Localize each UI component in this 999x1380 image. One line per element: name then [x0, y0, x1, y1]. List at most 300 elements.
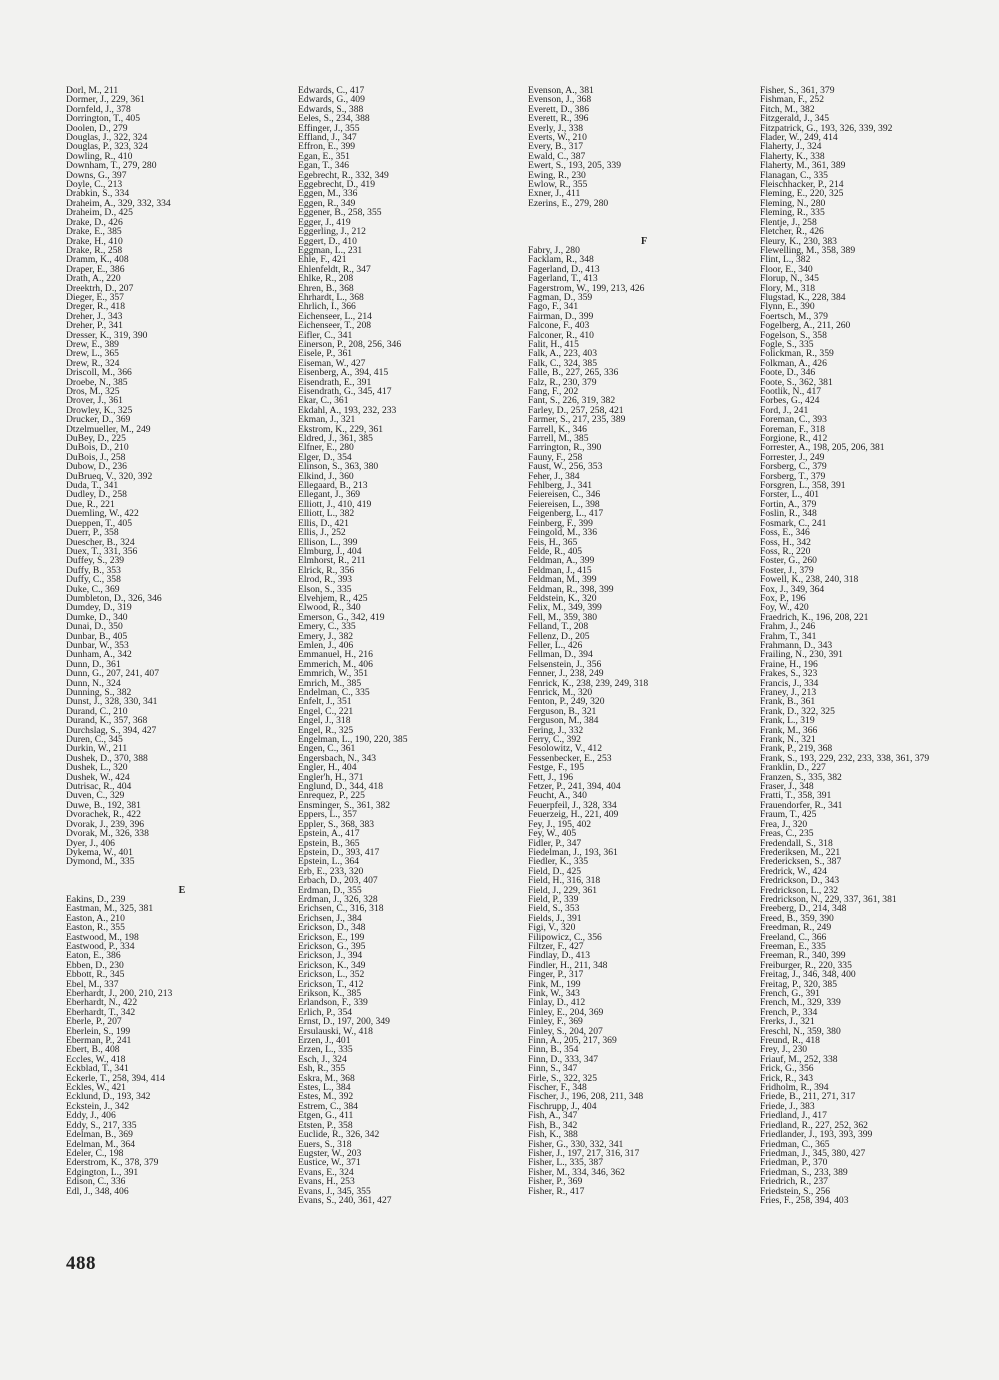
index-entry: Fisher, S., 361, 379: [760, 85, 835, 96]
index-entry: Fitzpatrick, G., 193, 326, 339, 392: [760, 122, 893, 134]
index-entry: Felsenstein, J., 356: [528, 658, 602, 670]
index-entry: Everts, W., 210: [528, 132, 587, 144]
index-entry: Elliott, L., 382: [298, 508, 355, 520]
index-entry: Duwe, B., 192, 381: [66, 799, 141, 811]
index-entry: Erickson, D., 348: [298, 922, 366, 934]
index-entry: Eifler, C., 341: [298, 329, 353, 341]
index-entry: Drake, R., 258: [66, 244, 123, 256]
index-entry: Drew, R., 324: [66, 357, 120, 369]
index-entry: Flaherty, J., 324: [760, 141, 822, 153]
index-entry: Fortin, A., 379: [760, 498, 817, 510]
index-entry: Ensminger, S., 361, 382: [298, 799, 391, 811]
index-entry: Epstein, B., 365: [298, 837, 360, 849]
index-entry: Flory, M., 318: [760, 282, 816, 294]
index-entry: Erickson, T., 412: [298, 978, 364, 990]
index-entry: Faust, W., 256, 353: [528, 461, 603, 473]
index-entry: Elwood, R., 340: [298, 602, 361, 614]
index-entry: Field, J., 229, 361: [528, 884, 598, 896]
index-entry: Fogle, S., 335: [760, 338, 814, 350]
index-entry: Friedrich, R., 237: [760, 1176, 828, 1188]
index-entry: Eustice, W., 371: [298, 1157, 361, 1169]
index-entry: Fang, F., 202: [528, 386, 579, 397]
index-entry: Emmrich, W., 351: [298, 668, 369, 680]
index-entry: Frea, J., 320: [760, 818, 808, 830]
index-entry: Engler'h, H., 371: [298, 771, 364, 783]
index-entry: Fraum, T., 425: [760, 809, 817, 821]
index-entry: Fagerland, T., 413: [528, 273, 598, 285]
index-entry: Erichsen, C., 316, 318: [298, 903, 384, 915]
index-entry: Dtzelmueller, M., 249: [66, 423, 151, 435]
index-entry: Flanagan, C., 335: [760, 169, 828, 181]
index-entry: Emrich, M., 385: [298, 677, 362, 689]
index-entry: Erlich, P., 354: [298, 1006, 353, 1018]
index-entry: Eddy, S., 217, 335: [66, 1119, 137, 1131]
index-entry: Feldman, J., 415: [528, 564, 592, 576]
index-entry: Ellegant, J., 369: [298, 489, 361, 501]
index-entry: Ekar, C., 361: [298, 395, 349, 407]
index-entry: Farley, D., 257, 258, 421: [528, 404, 624, 416]
index-entry: Eisele, P., 361: [298, 348, 353, 360]
index-entry: Fields, J., 391: [528, 912, 582, 924]
index-entry: Findler, H., 211, 348: [528, 959, 608, 971]
index-entry: Eberman, P., 241: [66, 1035, 132, 1047]
index-entry: Fidler, P., 347: [528, 837, 582, 849]
index-entry: Endelman, C., 335: [298, 687, 370, 698]
index-entry: Fisher, M., 334, 346, 362: [528, 1166, 625, 1178]
index-entry: Fredrickson, D., 343: [760, 875, 840, 887]
index-entry: Duffy, B., 353: [66, 564, 121, 576]
index-entry: Egger, J., 419: [298, 216, 351, 228]
index-entry: Finn, B., 354: [528, 1044, 579, 1056]
index-entry: Frank, B., 361: [760, 696, 816, 708]
spacer: [528, 218, 760, 227]
index-entry: Fago, F., 341: [528, 301, 579, 313]
index-entry: Erickson, J., 394: [298, 950, 363, 962]
index-entry: Frerks, J., 321: [760, 1016, 815, 1028]
index-entry: Flint, L., 382: [760, 254, 811, 266]
index-entry: Dunai, D., 350: [66, 621, 123, 633]
index-entry: Floor, E., 340: [760, 263, 813, 275]
index-entry: Dyer, J., 406: [66, 837, 115, 849]
index-entry: Frahm, J., 246: [760, 621, 816, 633]
index-entry: Folkman, A., 426: [760, 357, 827, 369]
index-entry: Ewing, R., 230: [528, 169, 586, 181]
spacer: [528, 208, 760, 217]
index-entry: Fischer, F., 348: [528, 1082, 587, 1094]
index-entry: Exner, J., 411: [528, 188, 581, 200]
index-entry: Frey, J., 230: [760, 1044, 808, 1056]
index-entry: Emmerich, M., 406: [298, 658, 373, 670]
index-entry: Francis, J., 334: [760, 677, 819, 689]
index-entry: Fenrick, K., 238, 239, 249, 318: [528, 677, 649, 689]
index-entry: Farrell, M., 385: [528, 433, 589, 445]
index-entry: Fleischhacker, P., 214: [760, 179, 844, 191]
index-entry: Friedland, J., 417: [760, 1110, 827, 1122]
index-entry: Everett, R., 396: [528, 113, 589, 125]
index-entry: Flugstad, K., 228, 384: [760, 291, 846, 303]
index-entry: Fox, J., 349, 364: [760, 583, 825, 595]
index-entry: Eastwood, M., 198: [66, 931, 139, 943]
index-entry: Dunn, G., 207, 241, 407: [66, 668, 160, 680]
index-entry: Effron, E., 399: [298, 141, 356, 153]
index-entry: Durchslag, S., 394, 427: [66, 724, 157, 736]
index-entry: Epstein, L., 364: [298, 856, 360, 868]
index-entry: Fitch, M., 382: [760, 103, 815, 115]
index-entry: Estrem, C., 384: [298, 1100, 358, 1112]
index-entry: Dushek, W., 424: [66, 771, 130, 783]
index-entry: Fiedler, K., 335: [528, 856, 589, 868]
index-entry: Ederstrom, K., 378, 379: [66, 1157, 159, 1169]
index-entry: Friedman, J., 345, 380, 427: [760, 1147, 866, 1159]
index-entry: Farmer, S., 217, 235, 389: [528, 414, 626, 426]
index-entry: Englund, D., 344, 418: [298, 781, 384, 793]
index-entry: Fey, W., 405: [528, 828, 577, 840]
index-entry: Forster, L., 401: [760, 489, 820, 501]
index-entry: Field, P., 339: [528, 893, 579, 905]
index-entry: Findlay, D., 413: [528, 950, 591, 962]
index-entry: Fleming, N., 280: [760, 197, 826, 209]
index-entry: Euclide, R., 326, 342: [298, 1129, 380, 1141]
index-entry: Feiereisen, C., 346: [528, 489, 601, 501]
index-entry: French, G., 391: [760, 988, 820, 999]
index-entry: Fant, S., 226, 319, 382: [528, 395, 616, 407]
index-entry: Durand, C., 210: [66, 705, 128, 717]
index-entry: Friede, J., 383: [760, 1100, 815, 1112]
index-entry: Elliott, J., 410, 419: [298, 498, 372, 510]
index-entry: Freed, B., 359, 390: [760, 912, 834, 924]
index-entry: Draheim, A., 329, 332, 334: [66, 197, 171, 209]
index-entry: Durkin, W., 211: [66, 743, 128, 755]
index-entry: Egan, E., 351: [298, 150, 350, 162]
index-entry: Finn, D., 333, 347: [528, 1053, 599, 1065]
index-entry: Falit, H., 415: [528, 338, 579, 350]
index-entry: Duffy, C., 358: [66, 574, 121, 586]
index-entry: Erbach, D., 203, 407: [298, 875, 378, 887]
index-entry: Everly, J., 338: [528, 122, 584, 134]
index-entry: Duven, C., 329: [66, 790, 125, 802]
index-entry: Fogelson, S., 358: [760, 329, 827, 341]
index-entry: Flentje, J., 258: [760, 216, 817, 228]
index-entry: Eccles, W., 418: [66, 1053, 126, 1065]
index-entry: Fredrickson, L., 232: [760, 884, 839, 896]
index-entry: Freeman, E., 335: [760, 940, 826, 952]
index-entry: Erlandson, F., 339: [298, 997, 368, 1009]
index-entry: Fink, M., 199: [528, 978, 581, 990]
index-entry: Friedman, C., 365: [760, 1138, 830, 1150]
index-entry: Elinson, S., 363, 380: [298, 461, 379, 473]
index-entry: Fesolowitz, V., 412: [528, 743, 603, 755]
index-entry: Eastwood, P., 334: [66, 940, 135, 952]
index-entry: Ernst, D., 197, 200, 349: [298, 1016, 390, 1028]
index-entry: Fellman, D., 394: [528, 649, 593, 661]
index-entry: Footlik, N., 417: [760, 386, 822, 397]
index-entry: Drabkin, S., 334: [66, 188, 130, 200]
index-entry: Fisher, R., 417: [528, 1185, 585, 1197]
index-entry: Dormer, J., 229, 361: [66, 94, 145, 106]
index-entry: Eakins, D., 239: [66, 893, 126, 905]
index-entry: Fleming, R., 335: [760, 207, 825, 219]
index-entry: Downs, G., 397: [66, 169, 127, 181]
index-entry: Erichsen, J., 384: [298, 912, 362, 924]
index-entry: Friede, B., 211, 271, 317: [760, 1091, 856, 1103]
index-entry: Fredendall, S., 318: [760, 837, 833, 849]
index-entry: Feldstein, K., 320: [528, 592, 597, 604]
index-entry: Friedland, R., 227, 252, 362: [760, 1119, 868, 1131]
index-entry: Etsten, P., 358: [298, 1119, 353, 1131]
section-letter-heading: E: [178, 884, 186, 896]
index-entry: Ford, J., 241: [760, 404, 809, 416]
index-entry: Enfelt, J., 351: [298, 696, 352, 708]
index-entry: Fell, M., 359, 380: [528, 611, 598, 623]
index-entry: Foreman, C., 393: [760, 414, 827, 426]
index-entry: Dushek, L., 320: [66, 762, 128, 774]
index-entry: Eckblad, T., 341: [66, 1063, 129, 1075]
index-entry: Eggen, M., 336: [298, 188, 358, 200]
index-entry: Fisher, J., 197, 217, 316, 317: [528, 1147, 640, 1159]
index-entry: Frauendorfer, R., 341: [760, 799, 843, 811]
index-entry: Erb, E., 233, 320: [298, 865, 364, 877]
index-entry: Feuerzeig, H., 221, 409: [528, 809, 619, 821]
index-entry: Eberhardt, J., 200, 210, 213: [66, 988, 173, 999]
index-entry: Fischrupp, J., 404: [528, 1100, 597, 1112]
index-entry: Friedstein, S., 256: [760, 1185, 831, 1197]
index-entry: Eisendrath, G., 345, 417: [298, 386, 392, 397]
index-entry: Fischer, J., 196, 208, 211, 348: [528, 1091, 644, 1103]
index-entry: Duke, C., 369: [66, 583, 120, 595]
index-entry: Emerson, G., 342, 419: [298, 611, 385, 623]
index-entry: Elkind, J., 360: [298, 470, 354, 482]
index-entry: Freschl, N., 359, 380: [760, 1025, 841, 1037]
index-entry: Foster, J., 379: [760, 564, 814, 576]
index-entry: Draheim, D., 425: [66, 207, 133, 219]
index-entry: Emery, J., 382: [298, 630, 354, 642]
index-entry: Ellis, D., 421: [298, 517, 349, 529]
index-entry: Elson, S., 335: [298, 583, 352, 595]
index-entry: Field, H., 316, 318: [528, 875, 601, 887]
section-letter-heading: F: [640, 235, 648, 247]
index-entry: Duerr, P., 358: [66, 527, 119, 539]
index-entry: Douglas, J., 322, 324: [66, 132, 148, 144]
index-entry: Fish, B., 342: [528, 1119, 578, 1131]
index-entry: Fredrick, W., 424: [760, 865, 827, 877]
index-entry: Forgione, R., 412: [760, 433, 828, 445]
index-entry: Evenson, J., 368: [528, 94, 592, 106]
index-entry: Due, R., 221: [66, 498, 115, 510]
index-entry: Foss, R., 220: [760, 545, 811, 557]
index-entry: Finlay, D., 412: [528, 997, 586, 1009]
index-entry: Felland, T., 208: [528, 621, 589, 633]
index-entry: Dudley, D., 258: [66, 489, 127, 501]
index-entry: Drover, J., 361: [66, 395, 123, 407]
index-entry: Foslin, R., 348: [760, 508, 817, 520]
index-entry: Farrell, K., 346: [528, 423, 587, 435]
index-entry: Feldman, M., 399: [528, 574, 597, 586]
index-entry: DuBois, J., 258: [66, 451, 126, 463]
index-entry: Forrester, J., 249: [760, 451, 825, 463]
index-entry: Falconer, R., 410: [528, 329, 594, 341]
index-entry: Engel, J., 318: [298, 715, 351, 727]
index-entry: Dramm, K., 408: [66, 254, 129, 266]
index-entry: Fiedelman, J., 193, 361: [528, 846, 618, 858]
index-entry: Dumdey, D., 319: [66, 602, 132, 614]
index-entry: Elfner, E., 280: [298, 442, 354, 454]
index-entry: Flynn, E., 390: [760, 301, 815, 313]
index-entry: Drew, L., 365: [66, 348, 119, 360]
index-entry: Edwards, S., 388: [298, 103, 364, 115]
index-entry: Easton, R., 355: [66, 922, 125, 934]
index-entry: Florup, N., 345: [760, 273, 819, 285]
index-entry: Edgington, L., 391: [66, 1166, 139, 1178]
index-entry: Elrod, R., 393: [298, 574, 353, 586]
index-entry: Ewert, S., 193, 205, 339: [528, 160, 622, 172]
index-entry: Eugster, W., 203: [298, 1147, 362, 1159]
index-entry: Freitag, P., 320, 385: [760, 978, 838, 990]
index-entry: Esh, R., 355: [298, 1063, 346, 1075]
index-entry: Franzen, S., 335, 382: [760, 771, 842, 783]
index-entry: Figi, V., 320: [528, 922, 576, 934]
index-entry: Drowley, K., 325: [66, 404, 133, 416]
index-entry: Feldman, A., 399: [528, 555, 595, 567]
index-entry: Eeles, S., 234, 388: [298, 113, 370, 125]
index-entry: Dunn, D., 361: [66, 658, 121, 670]
index-entry: Egebrecht, R., 332, 349: [298, 169, 389, 181]
index-entry: Friedman, P., 370: [760, 1157, 828, 1169]
index-entry: Foote, S., 362, 381: [760, 376, 833, 388]
index-entry: Eggen, R., 349: [298, 197, 356, 209]
index-entry: Ellegaard, B., 213: [298, 480, 368, 492]
index-entry: Ersulauski, W., 418: [298, 1025, 373, 1037]
index-entry: Firle, S., 322, 325: [528, 1072, 598, 1084]
index-entry: Fratti, T., 358, 391: [760, 790, 832, 802]
index-entry: Eggebrecht, D., 419: [298, 179, 375, 191]
index-entry: Fredericksen, S., 387: [760, 856, 842, 868]
index-entry: Elvehjem, R., 425: [298, 592, 368, 604]
index-entry: Feis, H., 365: [528, 536, 578, 548]
index-entry: Freedman, R., 249: [760, 922, 832, 934]
index-entry: Doyle, C., 213: [66, 179, 123, 191]
index-entry: Fellenz, D., 205: [528, 630, 590, 642]
index-entry: Ebert, B., 408: [66, 1044, 120, 1056]
index-entry: Emery, C., 335: [298, 621, 356, 633]
index-entry: Freas, C., 235: [760, 828, 814, 840]
index-entry: Freeberg, D., 214, 348: [760, 903, 847, 915]
index-entry: Engelman, L., 190, 220, 385: [298, 734, 408, 746]
index-entry: Filipowicz, C., 356: [528, 931, 602, 943]
index-entry: Dumke, D., 340: [66, 611, 128, 623]
index-entry: Frick, G., 356: [760, 1063, 814, 1075]
index-entry: Erdman, J., 326, 328: [298, 893, 378, 905]
index-entry: Freeland, C., 366: [760, 931, 827, 943]
index-entry: Easton, A., 210: [66, 912, 125, 924]
index-entry: Finley, S., 204, 207: [528, 1025, 603, 1037]
index-entry: Dunn, N., 324: [66, 677, 121, 689]
index-entry: Fishman, F., 252: [760, 94, 824, 106]
index-entry: Etgen, G., 411: [298, 1110, 354, 1122]
index-entry: Drucker, D., 369: [66, 414, 131, 426]
index-entry: Dykema, W., 401: [66, 846, 133, 858]
index-entry: Falk, A., 223, 403: [528, 348, 598, 360]
index-entry: Engel, R., 325: [298, 724, 354, 736]
index-entry: Fish, A., 347: [528, 1110, 578, 1122]
index-entry: Freitag, J., 346, 348, 400: [760, 969, 856, 981]
index-entry: Fletcher, R., 426: [760, 226, 824, 238]
index-entry: Draper, E., 386: [66, 263, 125, 275]
index-entry: Evans, E., 324: [298, 1166, 354, 1178]
index-entry: Feher, J., 384: [528, 470, 580, 482]
index-entry: Engel, C., 221: [298, 705, 354, 717]
index-entry: Dvorak, J., 239, 396: [66, 818, 145, 830]
index-entry: Fraine, H., 196: [760, 658, 818, 670]
index-entry: Droebe, N., 385: [66, 376, 128, 388]
index-entry: Dueppen, T., 405: [66, 517, 132, 529]
index-entry: Ebel, M., 337: [66, 978, 119, 990]
index-entry: Evans, J., 345, 355: [298, 1185, 371, 1197]
index-entry: Euers, S., 318: [298, 1138, 352, 1150]
index-entry: Evans, H., 253: [298, 1176, 355, 1188]
index-entry: Duda, T., 341: [66, 480, 119, 492]
index-entry: Fabry, J., 280: [528, 244, 580, 256]
index-entry: Fox, P., 196: [760, 592, 806, 604]
index-entry: Eichenseer, T., 208: [298, 320, 372, 332]
index-entry: Edl, J., 348, 406: [66, 1185, 129, 1197]
index-column-2: [298, 86, 530, 1205]
index-entry: Ekstrom, K., 229, 361: [298, 423, 384, 435]
index-column-1: [66, 86, 298, 1196]
index-entry: Ezerins, E., 279, 280: [528, 197, 609, 209]
index-entry: Frank, L., 319: [760, 715, 815, 727]
index-entry: Feucht, A., 340: [528, 790, 587, 802]
index-entry: Falz, R., 230, 379: [528, 376, 597, 388]
index-entry: Feldman, R., 398, 399: [528, 583, 614, 595]
index-entry: Fenner, J., 238, 249: [528, 668, 604, 680]
index-entry: Fosmark, C., 241: [760, 517, 827, 529]
index-entry: Fries, F., 258, 394, 403: [760, 1194, 849, 1206]
index-entry: Dvorachek, R., 422: [66, 809, 141, 821]
index-entry: Fett, J., 196: [528, 771, 574, 783]
index-entry: Erikson, K., 385: [298, 988, 362, 999]
index-entry: Dumbleton, D., 326, 346: [66, 592, 162, 604]
index-entry: Ferguson, B., 321: [528, 705, 597, 717]
index-entry: Esch, J., 324: [298, 1053, 347, 1065]
index-entry: Edwards, C., 417: [298, 85, 365, 96]
index-entry: Fitzgerald, J., 345: [760, 113, 830, 125]
index-entry: Eastman, M., 325, 381: [66, 903, 154, 915]
index-entry: Freund, R., 418: [760, 1035, 820, 1047]
index-entry: Eggerling, J., 212: [298, 226, 366, 238]
index-entry: Ewlow, R., 355: [528, 179, 588, 191]
index-entry: Folickman, R., 359: [760, 348, 834, 360]
index-entry: Forrester, A., 198, 205, 206, 381: [760, 442, 885, 454]
index-entry: French, P., 334: [760, 1006, 818, 1018]
index-entry: Farrington, R., 390: [528, 442, 602, 454]
index-entry: Edeler, C., 198: [66, 1147, 124, 1159]
index-entry: Engersbach, N., 343: [298, 752, 377, 764]
index-entry: Ferguson, M., 384: [528, 715, 599, 727]
index-entry: Field, S., 353: [528, 903, 580, 915]
index-entry: Fisher, G., 330, 332, 341: [528, 1138, 624, 1150]
index-entry: Fink, W., 343: [528, 988, 580, 999]
index-entry: Effland, J., 347: [298, 132, 357, 144]
index-entry: Foy, W., 420: [760, 602, 809, 614]
index-entry: Frederiksen, M., 221: [760, 846, 841, 858]
index-entry: Dornfeld, J., 378: [66, 103, 131, 115]
index-entry: Duren, C., 345: [66, 734, 123, 746]
index-entry: Fauny, F., 258: [528, 451, 583, 463]
index-entry: Festge, F., 195: [528, 762, 584, 774]
index-entry: Everett, D., 386: [528, 103, 590, 115]
index-entry: Forsberg, C., 379: [760, 461, 827, 473]
index-entry: Feingold, M., 336: [528, 527, 598, 539]
